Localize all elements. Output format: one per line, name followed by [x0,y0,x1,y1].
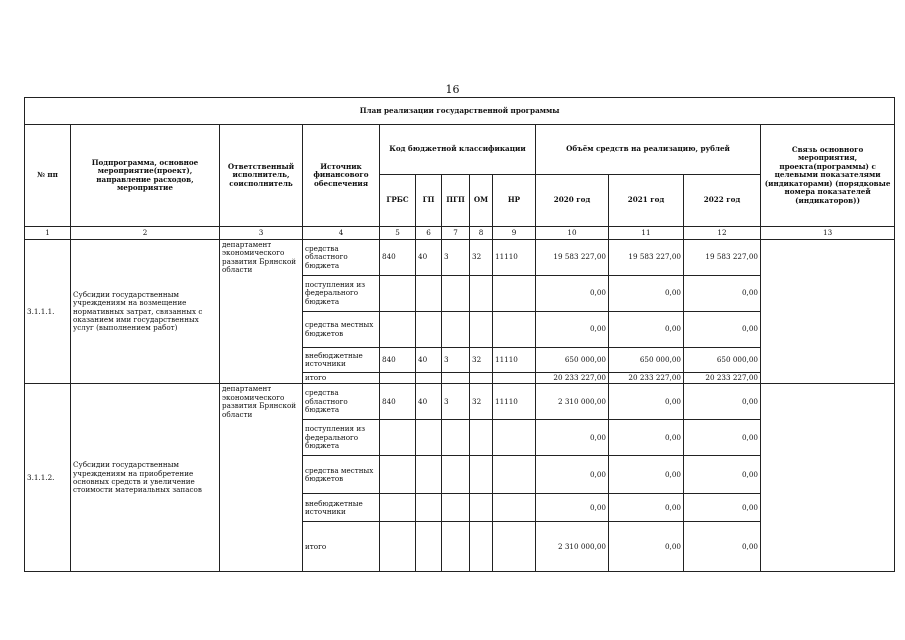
code-om: 32 [470,384,493,420]
amount-2022: 650 000,00 [684,348,761,373]
amount-2022: 0,00 [684,276,761,312]
code-pgp: 3 [442,240,470,276]
amount-2020: 0,00 [536,456,609,494]
amount-2022: 0,00 [684,494,761,522]
header-om: ОМ [470,175,493,227]
code-grbs [380,494,416,522]
amount-2020: 0,00 [536,312,609,348]
funding-source: средства местных бюджетов [303,312,380,348]
empty-cell [470,522,493,572]
header-source: Источник финансового обеспечения [303,125,380,227]
code-np [493,276,536,312]
header-subprogram: Подпрограмма, основное мероприятие(проект), направление расходов, мероприятие [71,125,220,227]
code-pgp: 3 [442,384,470,420]
funding-source: средства областного бюджета [303,384,380,420]
header-pgp: ПГП [442,175,470,227]
amount-2020: 0,00 [536,494,609,522]
amount-2021: 19 583 227,00 [609,240,684,276]
total-2022: 20 233 227,00 [684,373,761,384]
code-gp: 40 [416,240,442,276]
column-number: 1 [25,227,71,240]
code-pgp [442,312,470,348]
code-gp [416,312,442,348]
header-gp: ГП [416,175,442,227]
header-2020: 2020 год [536,175,609,227]
header-responsible: Ответственный исполнитель, соисполнитель [220,125,303,227]
column-number: 3 [220,227,303,240]
amount-2021: 0,00 [609,276,684,312]
empty-cell [442,522,470,572]
amount-2022: 0,00 [684,420,761,456]
empty-cell [380,373,416,384]
code-np: 11110 [493,384,536,420]
code-pgp [442,276,470,312]
code-np [493,420,536,456]
code-grbs [380,312,416,348]
header-2022: 2022 год [684,175,761,227]
total-label: итого [303,373,380,384]
table-row [25,240,895,276]
code-np: 11110 [493,240,536,276]
column-number: 8 [470,227,493,240]
amount-2022: 19 583 227,00 [684,240,761,276]
code-grbs [380,276,416,312]
page-number: 16 [445,83,460,96]
item-responsible: департамент экономического развития Брянской области [220,384,303,572]
column-number: 10 [536,227,609,240]
table-title: План реализации государственной программы [25,98,895,125]
code-np: 11110 [493,348,536,373]
code-gp [416,276,442,312]
column-number-row [25,227,895,240]
item-responsible: департамент экономического развития Брянской области [220,240,303,384]
amount-2020: 19 583 227,00 [536,240,609,276]
funding-source: внебюджетные источники [303,348,380,373]
amount-2020: 0,00 [536,276,609,312]
total-2021: 20 233 227,00 [609,373,684,384]
funding-source: поступления из федерального бюджета [303,420,380,456]
code-grbs [380,456,416,494]
amount-2021: 650 000,00 [609,348,684,373]
header-budget-class: Код бюджетной классификации [380,125,536,175]
funding-source: средства местных бюджетов [303,456,380,494]
amount-2021: 0,00 [609,312,684,348]
amount-2021: 0,00 [609,420,684,456]
column-number: 6 [416,227,442,240]
column-number: 5 [380,227,416,240]
code-grbs: 840 [380,348,416,373]
code-np [493,312,536,348]
item-name: Субсидии государственным учреждениям на приобретение основных средств и увеличение стоимости материальных запасов [71,384,220,572]
code-grbs [380,420,416,456]
table-row [25,384,895,420]
amount-2020: 650 000,00 [536,348,609,373]
column-number: 9 [493,227,536,240]
amount-2020: 0,00 [536,420,609,456]
code-gp: 40 [416,348,442,373]
code-np [493,456,536,494]
header-link: Связь основного мероприятия, проекта(программы) с целевыми показателями (индикаторами) (порядковые номера показателей (индикаторов)) [761,125,895,227]
code-om: 32 [470,348,493,373]
code-om [470,312,493,348]
empty-cell [416,373,442,384]
amount-2021: 0,00 [609,494,684,522]
funding-source: внебюджетные источники [303,494,380,522]
header-grbs: ГРБС [380,175,416,227]
amount-2021: 0,00 [609,384,684,420]
code-grbs: 840 [380,384,416,420]
code-pgp [442,456,470,494]
total-2022: 0,00 [684,522,761,572]
code-om [470,494,493,522]
item-number: 3.1.1.1. [25,240,71,384]
header-amount: Объём средств на реализацию, рублей [536,125,761,175]
header-np: НР [493,175,536,227]
amount-2020: 2 310 000,00 [536,384,609,420]
amount-2021: 0,00 [609,456,684,494]
indicator-link [761,384,895,572]
code-pgp [442,494,470,522]
column-number: 4 [303,227,380,240]
code-gp: 40 [416,384,442,420]
column-number: 11 [609,227,684,240]
code-om: 32 [470,240,493,276]
code-om [470,276,493,312]
code-gp [416,456,442,494]
empty-cell [493,522,536,572]
column-number: 7 [442,227,470,240]
funding-source: поступления из федерального бюджета [303,276,380,312]
code-gp [416,420,442,456]
total-2020: 20 233 227,00 [536,373,609,384]
code-np [493,494,536,522]
empty-cell [493,373,536,384]
header-num: № пп [25,125,71,227]
empty-cell [416,522,442,572]
total-label: итого [303,522,380,572]
column-number: 13 [761,227,895,240]
empty-cell [442,373,470,384]
total-2020: 2 310 000,00 [536,522,609,572]
amount-2022: 0,00 [684,312,761,348]
total-2021: 0,00 [609,522,684,572]
code-gp [416,494,442,522]
funding-source: средства областного бюджета [303,240,380,276]
item-name: Субсидии государственным учреждениям на возмещение нормативных затрат, связанных с оказанием ими государственных услуг (выполнением работ) [71,240,220,384]
item-number: 3.1.1.2. [25,384,71,572]
code-grbs: 840 [380,240,416,276]
empty-cell [470,373,493,384]
amount-2022: 0,00 [684,384,761,420]
column-number: 12 [684,227,761,240]
code-om [470,456,493,494]
column-number: 2 [71,227,220,240]
plan-table [24,97,895,572]
code-pgp: 3 [442,348,470,373]
amount-2022: 0,00 [684,456,761,494]
code-pgp [442,420,470,456]
header-2021: 2021 год [609,175,684,227]
code-om [470,420,493,456]
empty-cell [380,522,416,572]
indicator-link [761,240,895,384]
